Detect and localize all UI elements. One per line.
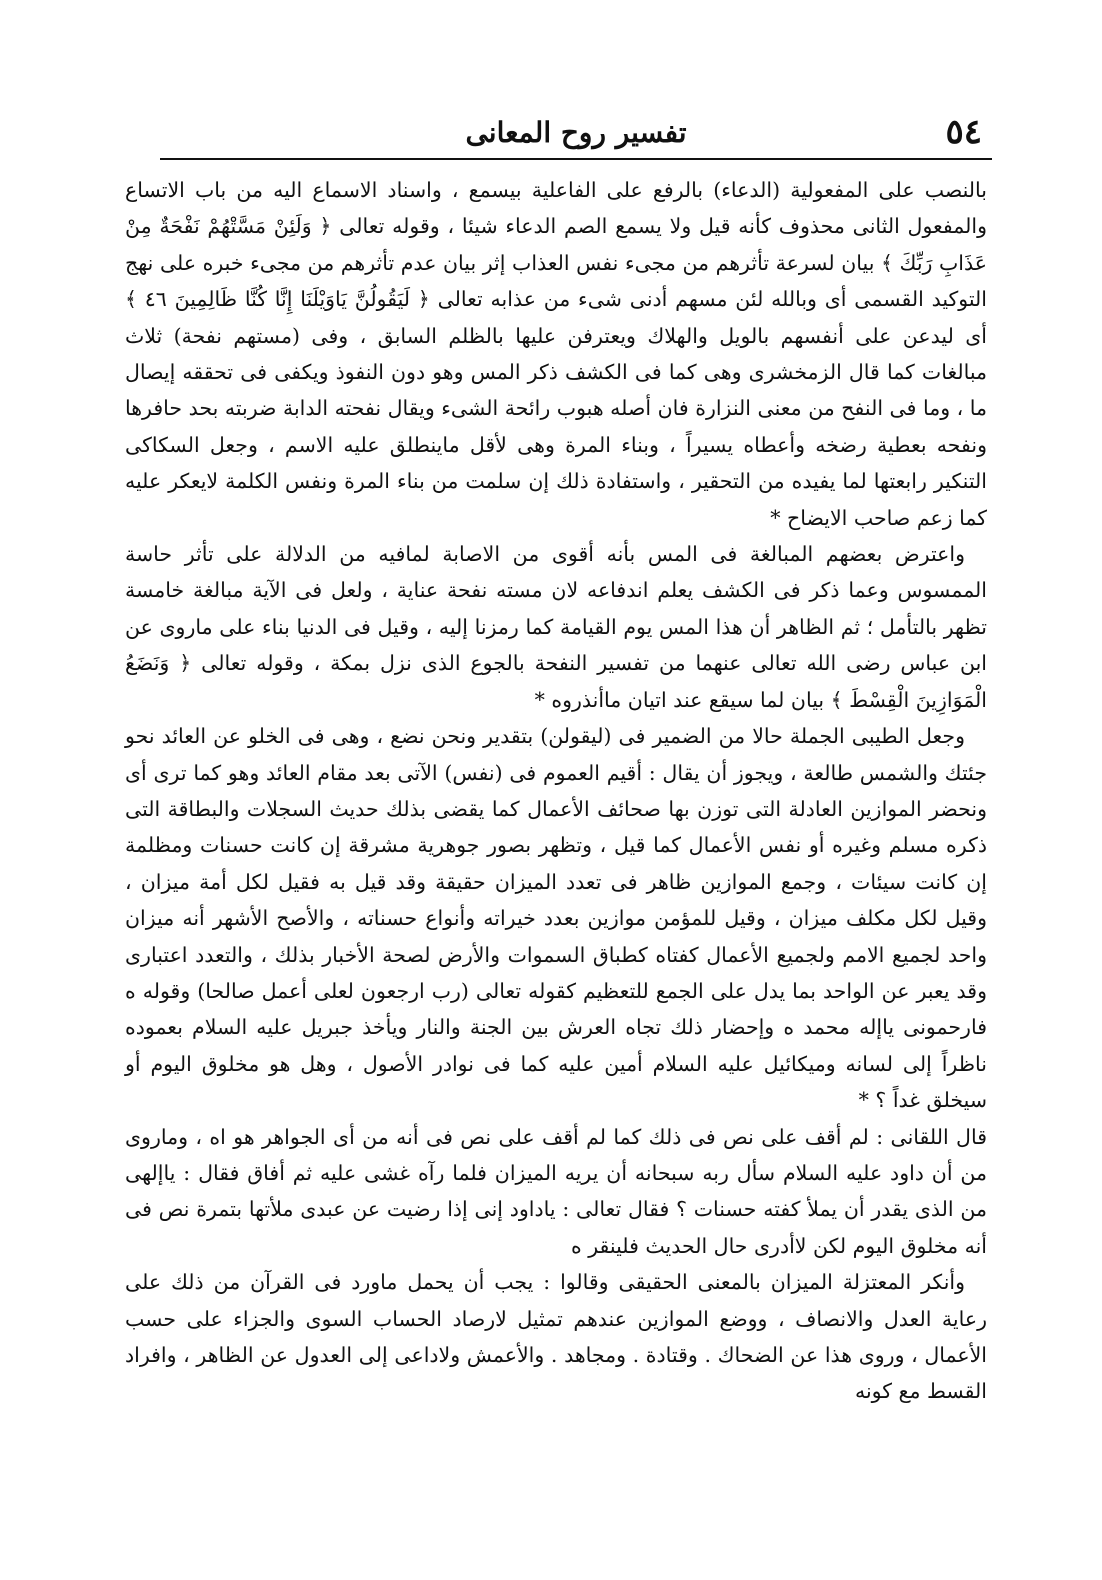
page-header	[160, 112, 992, 154]
page-body	[125, 172, 987, 1410]
paragraph: واعترض بعضهم المبالغة فى المس بأنه أقوى من الاصابة لمافيه من الدلالة على تأثر حاسة الممسوس وعما ذكر فى الكشف يعلم اندفاعه لان مسته نفحة عناية ، ولعل فى الآية مبالغة خامسة تظهر بالتأمل ؛ ثم الظاهر أن هذا المس يوم القيامة كما رمزنا إليه ، وقيل فى الدنيا بناء على ماروى عن ابن عباس رضى الله تعالى عنهما من تفسير النفحة بالجوع الذى نزل بمكة ، وقوله تعالى ﴿ وَنَضَعُ الْمَوَازِينَ الْقِسْطَ ﴾ بيان لما سيقع عند اتيان ماأنذروه *	[125, 542, 987, 712]
paragraph: قال اللقانى : لم أقف على نص فى ذلك كما لم أقف على نص فى أنه من أى الجواهر هو اه ، وماروى من أن داود عليه السلام سأل ربه سبحانه أن يريه الميزان فلما رآه غشى عليه ثم أفاق فقال : ياإلهى من الذى يقدر أن يملأ كفته حسنات ؟ فقال تعالى : ياداود إنى إذا رضيت عن عبدى ملأتها بتمرة نص فى أنه مخلوق اليوم لكن لاأدرى حال الحديث فلينقر ه	[125, 1124, 987, 1258]
header-divider	[160, 158, 992, 160]
page-number: ٥٤	[945, 112, 982, 152]
paragraph: بالنصب على المفعولية (الدعاء) بالرفع على الفاعلية بيسمع ، واسناد الاسماع اليه من باب الاتساع والمفعول الثانى محذوف كأنه قيل ولا يسمع الصم الدعاء شيئا ، وقوله تعالى ﴿ وَلَئِنْ مَسَّتْهُمْ نَفْحَةٌ مِنْ عَذَابِ رَبِّكَ ﴾ بيان لسرعة تأثرهم من مجىء نفس العذاب إثر بيان عدم تأثرهم من مجىء خبره على نهج التوكيد القسمى أى وبالله لئن مسهم أدنى شىء من عذابه تعالى ﴿ لَيَقُولُنَّ يَاوَيْلَنَا إِنَّا كُنَّا ظَالِمِينَ ٤٦ ﴾ أى ليدعن على أنفسهم بالويل والهلاك ويعترفن عليها بالظلم السابق ، وفى (مستهم نفحة) ثلاث مبالغات كما قال الزمخشرى وهى كما فى الكشف ذكر المس وهو دون النفوذ ويكفى فى تحققه إيصال ما ، وما فى النفح من معنى النزارة فان أصله هبوب رائحة الشىء ويقال نفحته الدابة ضربته بحد حافرها ونفحه بعطية رضخه وأعطاه يسيراً ، وبناء المرة وهى لأقل ماينطلق عليه الاسم ، وجعل السكاكى التنكير رابعتها لما يفيده من التحقير ، واستفادة ذلك إن سلمت من بناء المرة ونفس الكلمة لايعكر عليه كما زعم صاحب الايضاح *	[125, 178, 987, 530]
paragraph: وجعل الطيبى الجملة حالا من الضمير فى (ليقولن) بتقدير ونحن نضع ، وهى فى الخلو عن العائد نحو جئتك والشمس طالعة ، ويجوز أن يقال : أقيم العموم فى (نفس) الآتى بعد مقام العائد وهو كما ترى أى ونحضر الموازين العادلة التى توزن بها صحائف الأعمال كما يقضى بذلك حديث السجلات والبطاقة التى ذكره مسلم وغيره أو نفس الأعمال كما قيل ، وتظهر بصور جوهرية مشرقة إن كانت حسنات ومظلمة إن كانت سيئات ، وجمع الموازين ظاهر فى تعدد الميزان حقيقة وقد قيل به فقيل لكل أمة ميزان ، وقيل لكل مكلف ميزان ، وقيل للمؤمن موازين بعدد خيراته وأنواع حسناته ، والأصح الأشهر أنه ميزان واحد لجميع الامم ولجميع الأعمال كفتاه كطباق السموات والأرض لصحة الأخبار بذلك ، والتعدد اعتبارى وقد يعبر عن الواحد بما يدل على الجمع للتعظيم كقوله تعالى (رب ارجعون لعلى أعمل صالحا) وقوله ه فارحمونى ياإله محمد ه وإحضار ذلك تجاه العرش بين الجنة والنار ويأخذ جبريل عليه السلام بعموده ناظراً إلى لسانه وميكائيل عليه السلام أمين عليه كما فى نوادر الأصول ، وهل هو مخلوق اليوم أو سيخلق غداً ؟ *	[125, 724, 987, 1113]
paragraph: وأنكر المعتزلة الميزان بالمعنى الحقيقى وقالوا : يجب أن يحمل ماورد فى القرآن من ذلك على رعاية العدل والانصاف ، ووضع الموازين عندهم تمثيل لارصاد الحساب السوى والجزاء على حسب الأعمال ، وروى هذا عن الضحاك . وقتادة . ومجاهد . والأعمش ولاداعى إلى العدول عن الظاهر ، وافراد القسط مع كونه	[125, 1270, 987, 1404]
running-title: تفسير روح المعانى	[465, 116, 687, 149]
